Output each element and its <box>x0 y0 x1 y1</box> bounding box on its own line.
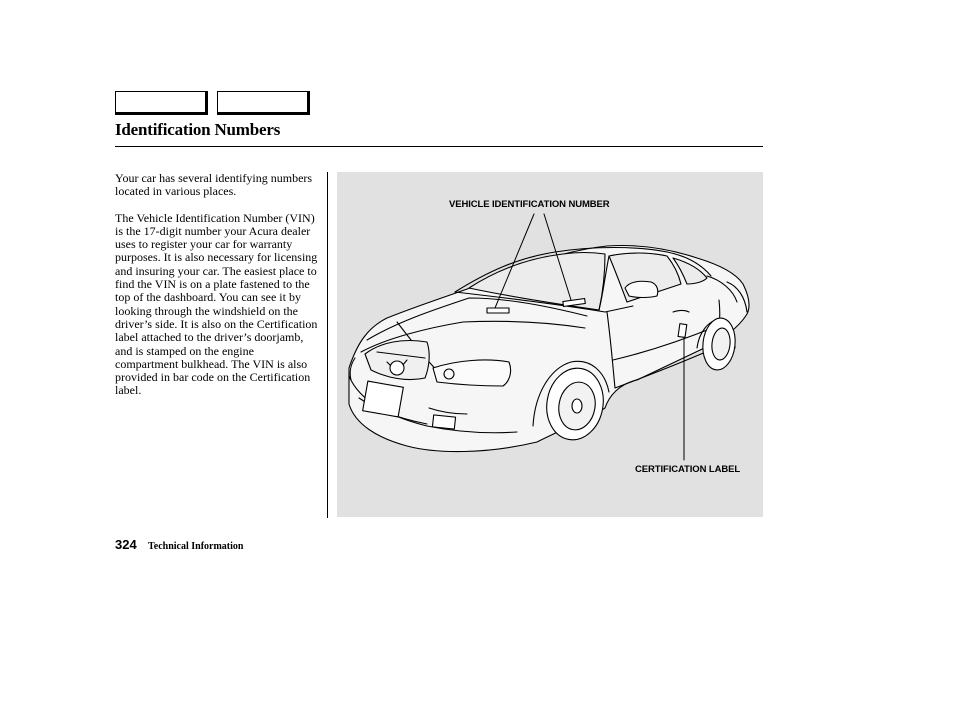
page-number: 324 <box>115 537 137 552</box>
page-title: Identification Numbers <box>115 120 281 139</box>
column-divider <box>327 172 328 518</box>
certification-callout-label: CERTIFICATION LABEL <box>635 464 741 475</box>
vin-callout-label: VEHICLE IDENTIFICATION NUMBER <box>449 199 610 210</box>
nav-tab-2[interactable] <box>217 91 310 115</box>
nav-tab-1[interactable] <box>115 91 208 115</box>
car-illustration <box>337 172 763 517</box>
body-text <box>115 172 320 411</box>
title-divider <box>115 146 763 147</box>
paragraph-vin: The Vehicle Identification Number (VIN) is the 17-digit number your Acura dealer uses to register your car for warranty purposes. It is also necessary for licensing and insuring your car. The easiest place to find the VIN is on a plate fastened to the top of the dashboard. You can see it by looking through the windshield on the driver’s side. It is also on the Certification label attached to the driver’s doorjamb, and is stamped on the engine compartment bulkhead. The VIN is also provided in bar code on the Certification label. <box>115 210 318 398</box>
section-name: Technical Information <box>148 541 244 552</box>
paragraph-intro: Your car has several identifying numbers located in various places. <box>115 171 313 199</box>
